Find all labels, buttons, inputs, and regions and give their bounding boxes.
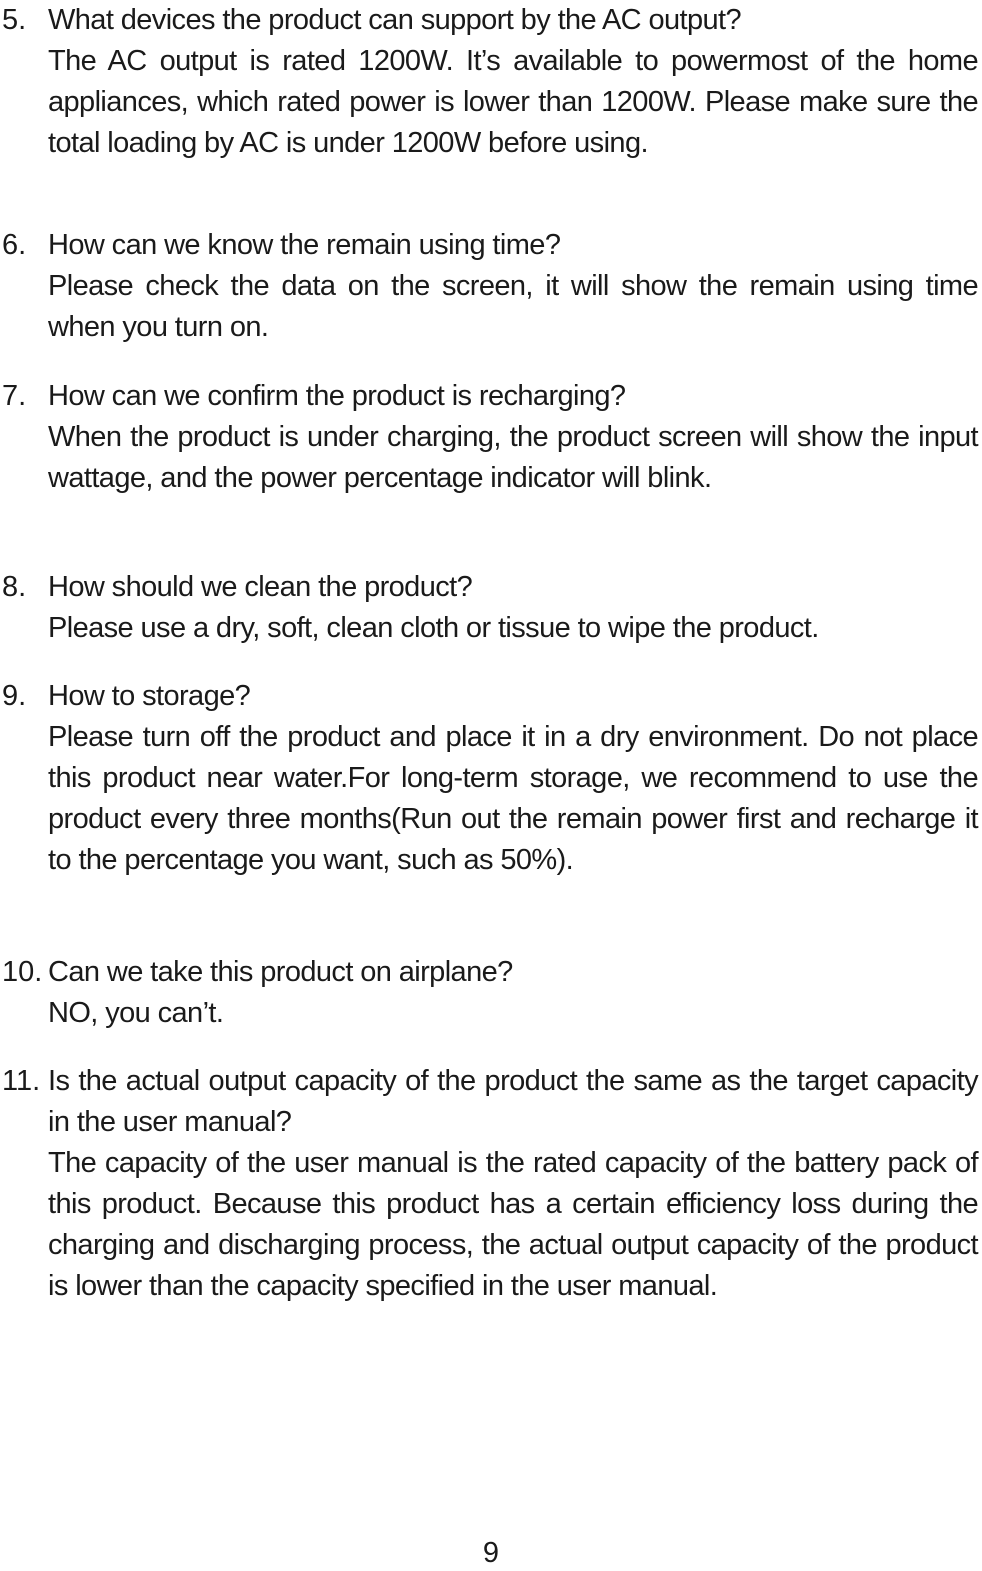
faq-content [48, 1061, 978, 1307]
page-number: 9 [482, 1537, 500, 1569]
faq-answer: Please turn off the product and place it in a dry environment. Do not place this product near water.For long-term storage, we recommend to use the product every three months(Run out the remain power first and recharge it to the percentage you want, such as 50%). [48, 721, 978, 876]
faq-answer: When the product is under charging, the product screen will show the input wattage, and the power percentage indicator will blink. [48, 421, 978, 494]
faq-number: 5. [2, 4, 27, 36]
faq-question: Can we take this product on airplane? [48, 956, 513, 988]
faq-number: 8. [2, 571, 27, 603]
faq-content [48, 952, 978, 1034]
faq-content [48, 376, 978, 499]
faq-answer: The capacity of the user manual is the rated capacity of the battery pack of this product. Because this product has a certain efficiency loss during the charging and discharging process, the actual output capacity of the product is lower than the capacity specified in the user manual. [48, 1147, 978, 1302]
faq-number: 7. [2, 380, 27, 412]
faq-content [48, 0, 978, 164]
faq-answer: The AC output is rated 1200W. It’s available to powermost of the home appliances, which rated power is lower than 1200W. Please make sure the total loading by AC is under 1200W before using. [48, 45, 978, 159]
faq-question: How to storage? [48, 680, 251, 712]
faq-number: 11. [2, 1065, 41, 1097]
faq-number: 10. [2, 956, 43, 988]
faq-content [48, 567, 978, 649]
faq-number: 6. [2, 229, 27, 261]
faq-question: How can we confirm the product is recharging? [48, 380, 626, 412]
faq-answer: Please use a dry, soft, clean cloth or tissue to wipe the product. [48, 612, 819, 644]
faq-answer: Please check the data on the screen, it will show the remain using time when you turn on. [48, 270, 978, 343]
faq-question: How should we clean the product? [48, 571, 473, 603]
faq-question: How can we know the remain using time? [48, 229, 561, 261]
faq-content [48, 225, 978, 348]
faq-number: 9. [2, 680, 27, 712]
faq-content [48, 676, 978, 881]
faq-question: What devices the product can support by the AC output? [48, 4, 742, 36]
faq-answer: NO, you can’t. [48, 997, 224, 1029]
faq-question: Is the actual output capacity of the product the same as the target capacity in the user manual? [48, 1065, 978, 1138]
